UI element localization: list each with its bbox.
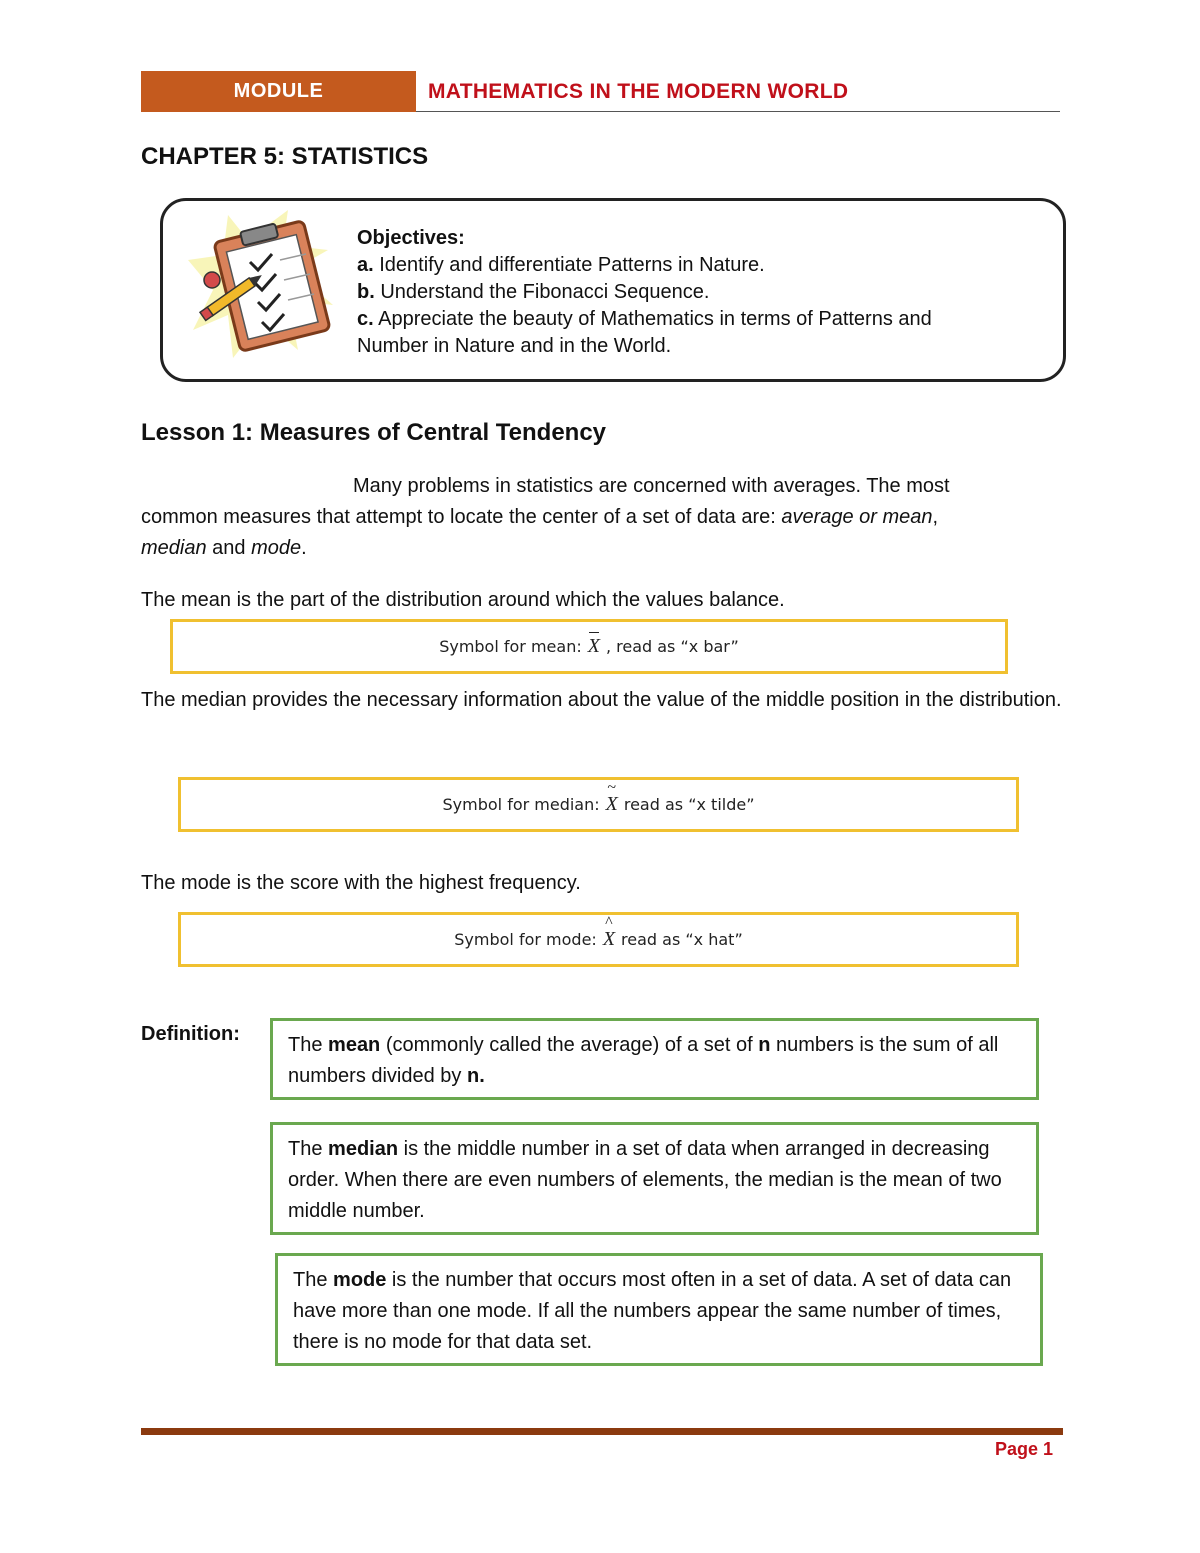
median-definition: The median is the middle number in a set of data when arranged in decreasing order. When there are even numbers of elements, the median is the mean of two middle number. [270, 1122, 1039, 1235]
objectives-heading: Objectives: [357, 227, 465, 249]
term-mean: average or mean [781, 506, 933, 528]
clipboard-icon [188, 210, 336, 360]
footer-divider [141, 1428, 1063, 1435]
page-number: Page 1 [995, 1439, 1054, 1459]
objective-c-continuation: Number in Nature and in the World. [357, 335, 672, 357]
mode-description: The mode is the score with the highest frequency. [141, 872, 581, 894]
module-label: MODULE [141, 71, 416, 112]
median-description: The median provides the necessary information about the value of the middle position in the distribution. [141, 689, 1062, 711]
mean-description: The mean is the part of the distribution around which the values balance. [141, 589, 785, 611]
objectives-text [357, 225, 1057, 360]
definition-label: Definition: [141, 1023, 240, 1045]
objective-c: c. Appreciate the beauty of Mathematics in terms of Patterns and [357, 308, 932, 330]
objective-a: a. Identify and differentiate Patterns in Nature. [357, 254, 765, 276]
mean-symbol-box: Symbol for mean: X , read as “x bar” [170, 619, 1008, 674]
lesson-title: Lesson 1: Measures of Central Tendency [141, 419, 607, 446]
objective-b: b. Understand the Fibonacci Sequence. [357, 281, 710, 303]
mode-symbol-box: Symbol for mode: ^ X read as “x hat” [178, 912, 1019, 967]
chapter-title: CHAPTER 5: STATISTICS [141, 143, 429, 170]
term-median: median [141, 537, 207, 559]
x-bar-symbol: X [588, 635, 600, 658]
median-symbol-box: Symbol for median: ~ X read as “x tilde” [178, 777, 1019, 832]
course-title: MATHEMATICS IN THE MODERN WORLD [428, 80, 849, 103]
x-tilde-symbol: ~ X [605, 779, 618, 815]
intro-paragraph: Many problems in statistics are concerned with averages. The most common measures that attempt to locate the center of a set of data are: average or mean, median and mode. [141, 475, 950, 559]
header-divider [416, 111, 1060, 112]
x-hat-symbol: ^ X [602, 914, 616, 950]
mode-definition: The mode is the number that occurs most often in a set of data. A set of data can have more than one mode. If all the numbers appear the same number of times, there is no mode for that data set. [275, 1253, 1043, 1366]
term-mode: mode [251, 537, 302, 559]
mean-definition: The mean (commonly called the average) of a set of n numbers is the sum of all numbers divided by n. [270, 1018, 1039, 1100]
